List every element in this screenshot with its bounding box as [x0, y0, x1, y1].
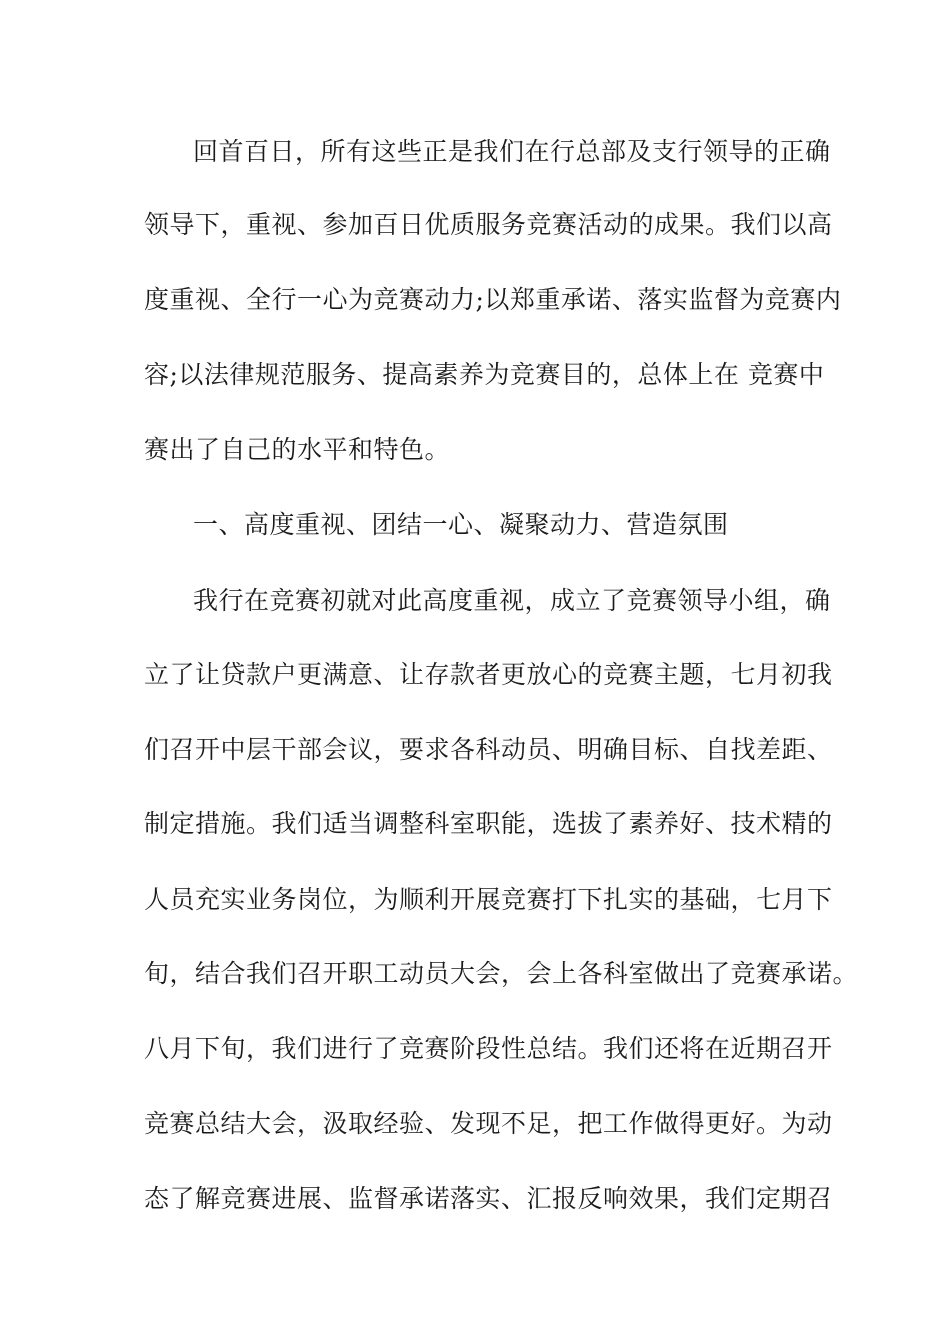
paragraph-2-line-7: 八月下旬，我们进行了竞赛阶段性总结。我们还将在近期召开 — [144, 1034, 833, 1063]
paragraph-2-line-3: 们召开中层干部会议，要求各科动员、明确目标、自找差距、 — [144, 735, 833, 764]
paragraph-1-line-1: 回首百日，所有这些正是我们在行总部及支行领导的正确 — [193, 137, 831, 166]
section-heading: 一、高度重视、团结一心、凝聚动力、营造氛围 — [193, 510, 729, 539]
paragraph-2-line-2: 立了让贷款户更满意、让存款者更放心的竞赛主题，七月初我 — [144, 660, 833, 689]
paragraph-1-line-3: 度重视、全行一心为竞赛动力;以郑重承诺、落实监督为竞赛内 — [144, 285, 842, 314]
paragraph-1-line-5: 赛出了自己的水平和特色。 — [144, 435, 451, 464]
paragraph-1-line-4: 容;以法律规范服务、提高素养为竞赛目的，总体上在 竞赛中 — [144, 360, 825, 389]
paragraph-2-line-4: 制定措施。我们适当调整科室职能，选拔了素养好、技术精的 — [144, 809, 833, 838]
paragraph-2-line-9: 态了解竞赛进展、监督承诺落实、汇报反响效果，我们定期召 — [144, 1184, 833, 1213]
paragraph-2-line-6: 旬，结合我们召开职工动员大会，会上各科室做出了竞赛承诺。 — [144, 959, 859, 988]
paragraph-2-line-8: 竞赛总结大会，汲取经验、发现不足，把工作做得更好。为动 — [144, 1109, 833, 1138]
paragraph-2-line-1: 我行在竞赛初就对此高度重视，成立了竞赛领导小组，确 — [193, 586, 831, 615]
paragraph-1-line-2: 领导下，重视、参加百日优质服务竞赛活动的成果。我们以高 — [144, 210, 833, 239]
paragraph-2-line-5: 人员充实业务岗位，为顺利开展竞赛打下扎实的基础，七月下 — [144, 885, 833, 914]
